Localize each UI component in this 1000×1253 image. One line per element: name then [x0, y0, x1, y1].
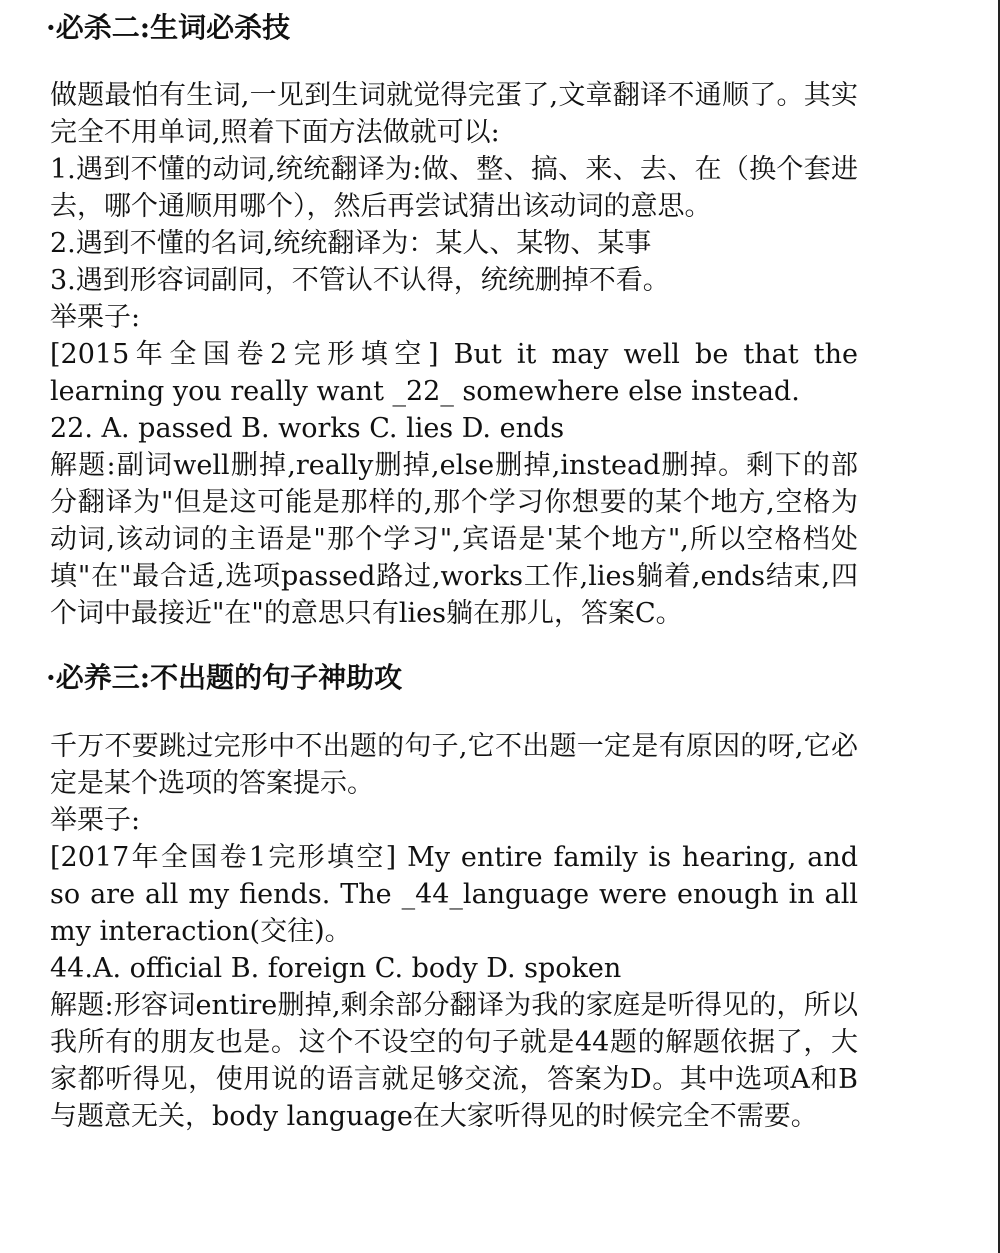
- example-label: 举栗子:: [50, 302, 141, 333]
- solution-44: 解题:形容词entire删掉,剩余部分翻译为我的家庭是听得见的，所以我所有的朋友也是。这个不设空的句子就是44题的解题依据了，大家都听得见，使用说的语言就足够交流，答案为D。其中选项A和B与题意无关，body language在大家听得见的时候完全不需要。: [50, 990, 858, 1132]
- document-page: [46, 4, 858, 1135]
- options-22: 22. A. passed B. works C. lies D. ends: [50, 413, 565, 444]
- rule-2: 2.遇到不懂的名词,统统翻译为：某人、某物、某事: [50, 228, 652, 259]
- section-2-heading: ·必杀二:生词必杀技: [46, 11, 291, 44]
- solution-22: 解题:副词well删掉,really删掉,else删掉,instead删掉。剩下的部分翻译为"但是这可能是那样的,那个学习你想要的某个地方,空格为动词,该动词的主语是"那个学习",宾语是'某个地方",所以空格档处填"在"最合适,选项passed路过,works工作,lies躺着,ends结束,四个词中最接近"在"的意思只有lies躺在那儿，答案C。: [50, 450, 858, 629]
- section-3-intro: 千万不要跳过完形中不出题的句子,它不出题一定是有原因的呀,它必定是某个选项的答案提示。: [50, 731, 858, 799]
- example-label: 举栗子:: [50, 805, 141, 836]
- rule-1: 1.遇到不懂的动词,统统翻译为:做、整、搞、来、去、在（换个套进去，哪个通顺用哪个），然后再尝试猜出该动词的意思。: [50, 154, 858, 222]
- example-sentence-2015: [2015年全国卷2完形填空] But it may well be that the learning you really want _22_ somewhere else instead.: [50, 339, 858, 407]
- example-sentence-2017: [2017年全国卷1完形填空] My entire family is hearing, and so are all my fiends. The _44_language were enough in all my interaction(交往)。: [50, 842, 858, 947]
- section-2-intro: 做题最怕有生词,一见到生词就觉得完蛋了,文章翻译不通顺了。其实完全不用单词,照着下面方法做就可以:: [50, 80, 858, 148]
- rule-3: 3.遇到形容词副同，不管认不认得，统统删掉不看。: [50, 265, 670, 296]
- options-44: 44.A. official B. foreign C. body D. spoken: [50, 953, 622, 984]
- section-3-heading: ·必养三:不出题的句子神助攻: [46, 661, 403, 694]
